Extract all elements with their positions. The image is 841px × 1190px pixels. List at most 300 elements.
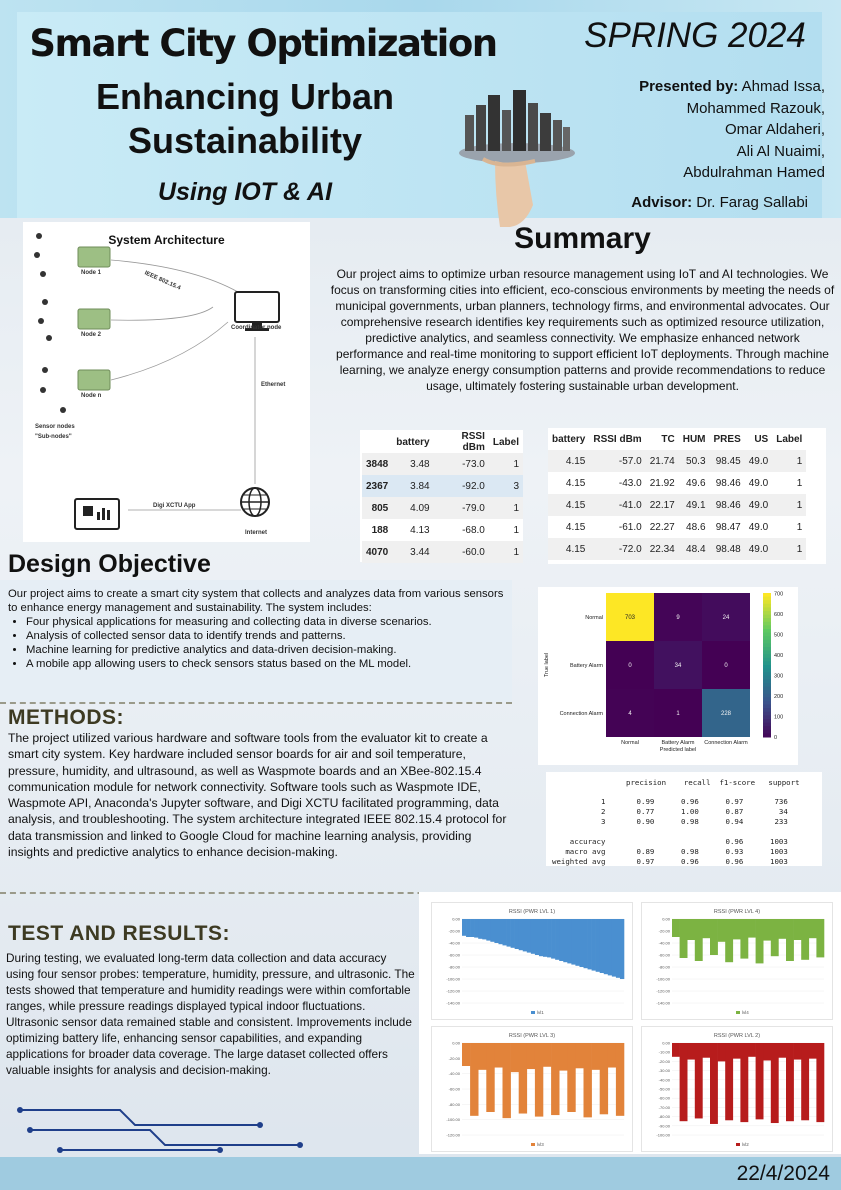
rssi-data-bar (687, 919, 695, 940)
table-cell: -92.0 (434, 475, 489, 497)
table-row (548, 472, 806, 494)
rssi-data-bar (527, 1043, 535, 1069)
colorbar-segment (763, 593, 771, 597)
table-cell: 3 (489, 475, 523, 497)
colorbar-segment (763, 715, 771, 719)
table-header: PRES (713, 433, 741, 445)
rssi-data-bar (794, 919, 802, 940)
table-cell: 3.84 (392, 475, 433, 497)
title-line-3: Using IOT & AI (157, 178, 333, 206)
colorbar-segment (763, 712, 771, 716)
rssi-data-bar (466, 919, 470, 937)
rssi-data-bar (801, 1043, 809, 1120)
report-row: 3 0.90 0.98 0.94 233 (552, 817, 788, 826)
rssi-data-bar (559, 919, 563, 961)
rssi-data-bar (535, 919, 539, 955)
colorbar-segment (763, 654, 771, 658)
advisor-label: Advisor: (631, 194, 693, 211)
table-header: RSSI dBm (461, 431, 485, 453)
table-cell: 805 (362, 497, 392, 519)
matrix-cell-value: 34 (674, 663, 682, 669)
y-tick-label: -40.00 (658, 940, 670, 946)
presented-by-label: Presented by: (639, 78, 739, 95)
table-cell: -61.0 (618, 521, 642, 533)
legend-label: lvl4 (742, 1010, 749, 1015)
table-cell: 1 (796, 521, 803, 533)
rssi-data-bar (494, 919, 498, 943)
table-cell: 1 (489, 453, 523, 475)
report-row: weighted avg 0.97 0.96 0.96 1003 (552, 857, 788, 866)
architecture-title: System Architecture (108, 233, 225, 247)
table-cell: -60.0 (434, 541, 489, 563)
rssi-chart-lvl2 (641, 1026, 833, 1152)
rssi-data-bar (551, 919, 555, 959)
y-tick-label: -20.00 (658, 1058, 670, 1064)
sample-table-b (548, 428, 826, 564)
colorbar-segment (763, 701, 771, 705)
colorbar-segment (763, 697, 771, 701)
legend-swatch (531, 1143, 535, 1146)
title-line-2: Enhancing Urban Sustainability (95, 76, 395, 161)
methods-title: METHODS: (8, 706, 124, 729)
rssi-data-bar (740, 919, 748, 959)
y-tick-label: Battery Alarm (569, 663, 603, 669)
table-cell: 49.1 (679, 494, 710, 516)
table-cell: -43.0 (618, 477, 642, 489)
y-tick-label: -10.00 (658, 1049, 670, 1055)
table-cell: 3.48 (392, 453, 433, 475)
rssi-data-bar (748, 1043, 756, 1057)
table-header (362, 431, 392, 453)
list-item: • Analysis of collected sensor data to identify trends and patterns. (26, 629, 508, 643)
chart-title: RSSI (PWR LVL 4) (713, 909, 761, 915)
table-cell: 1 (489, 497, 523, 519)
rssi-data-bar (543, 1043, 551, 1067)
table-cell: 22.17 (646, 494, 679, 516)
x-tick-label: Battery Alarm (661, 740, 695, 746)
table-header: HUM (682, 433, 706, 445)
table-cell: 1 (772, 450, 806, 472)
colorbar-segment (763, 726, 771, 730)
table-cell: 4.13 (410, 524, 430, 536)
list-item: • Four physical applications for measuring and collecting data in diverse scenarios. (26, 615, 508, 629)
y-tick-label: -120.00 (446, 988, 460, 994)
rssi-data-bar (672, 919, 680, 937)
table-cell: -79.0 (434, 497, 489, 519)
rssi-data-bar (801, 919, 809, 960)
colorbar-segment (763, 597, 771, 601)
rssi-data-bar (816, 1043, 824, 1122)
coordinator-label: Coordinator node (231, 325, 282, 331)
methods-text: The project utilized various hardware and software tools from the evaluator kit to create a smart city system. Key hardware included sensor boards for air and soil temperature, pressure, humidity, and ultrasound, as well as Waspmote boards and an XBee-802.15.4 communication module for network connectivity. Software tools such as Waspmote IDE, Waspmote API, Anaconda's Jupyter software, and Digi XCTU facilitated programming, data analysis, and troubleshooting. The system architecture integrated IEEE 802.15.4 protocol for data transmission and linked to Google Cloud for machine learning analysis, providing insights and predictive analytics to enhance decision-making. (8, 731, 507, 860)
y-tick-label: 0.00 (452, 916, 460, 922)
matrix-cell-value: 0 (724, 663, 728, 669)
rssi-data-bar (503, 919, 507, 945)
season-label: SPRING 2024 (584, 16, 806, 55)
presenter-name: Abdulrahman Hamed (683, 164, 825, 181)
rssi-data-bar (478, 1043, 486, 1070)
table-cell: 49.6 (686, 477, 706, 489)
table-cell: 2367 (362, 475, 392, 497)
confusion-matrix-chart (538, 587, 798, 765)
design-intro: Our project aims to create a smart city system that collects and analyzes data from various sensors to enhance energy management and sustainability. The system includes: (8, 588, 504, 614)
rssi-data-bar (786, 1043, 794, 1121)
x-axis-label: Predicted label (659, 747, 697, 753)
rssi-data-bar (551, 1043, 559, 1115)
table-cell: 188 (371, 524, 389, 536)
divider (0, 702, 512, 704)
y-tick-label: -40.00 (448, 940, 460, 946)
table-cell: 3848 (362, 453, 392, 475)
table-cell: 48.4 (679, 538, 710, 560)
table-header: RSSI dBm (593, 433, 642, 445)
colorbar-segment (763, 640, 771, 644)
y-tick-label: -80.00 (448, 964, 460, 970)
y-tick-label: -120.00 (446, 1132, 460, 1138)
rssi-data-bar (482, 919, 486, 939)
smart-city-hand-illustration (455, 65, 580, 230)
y-tick-label: -60.00 (448, 952, 460, 958)
legend-label: lvl2 (742, 1142, 749, 1147)
rssi-data-bar (563, 919, 567, 962)
rssi-lvl4-plot (642, 903, 832, 1019)
table-cell: 98.46 (715, 477, 741, 489)
colorbar-tick: 500 (774, 632, 784, 639)
table-row (362, 541, 523, 563)
rssi-data-bar (567, 919, 571, 963)
rssi-lvl2-plot (642, 1027, 832, 1151)
rssi-data-bar (519, 919, 523, 950)
legend-label: lvl3 (537, 1142, 544, 1147)
rssi-data-bar (608, 1043, 616, 1068)
table-cell: 48.6 (686, 521, 706, 533)
y-tick-label: -60.00 (448, 1086, 460, 1092)
colorbar-segment (763, 625, 771, 629)
table-cell: -41.0 (589, 494, 645, 516)
table-cell: 1 (772, 538, 806, 560)
table-cell: 49.0 (745, 538, 772, 560)
table-header: battery (552, 433, 586, 445)
chart-title: RSSI (PWR LVL 3) (508, 1033, 556, 1039)
colorbar-segment (763, 636, 771, 640)
rssi-data-bar (592, 919, 596, 971)
table-row (548, 516, 806, 538)
rssi-data-bar (584, 919, 588, 968)
table-cell: 4.15 (565, 521, 586, 533)
table-cell: 22.34 (646, 538, 679, 560)
table-row (548, 538, 806, 560)
classification-report (546, 772, 822, 866)
matrix-cell-value: 703 (624, 615, 636, 621)
rssi-data-bar (511, 1043, 519, 1072)
rssi-data-bar (575, 1043, 583, 1068)
y-tick-label: Normal (585, 615, 603, 621)
rssi-data-bar (503, 1043, 511, 1118)
table-cell: 4070 (362, 541, 392, 563)
rssi-data-bar (756, 919, 764, 963)
y-tick-label: 0.00 (452, 1040, 460, 1046)
colorbar-segment (763, 615, 771, 619)
rssi-data-bar (547, 919, 551, 957)
rssi-data-bar (695, 919, 703, 961)
y-tick-label: -40.00 (658, 1077, 670, 1083)
table-cell: -72.0 (589, 538, 645, 560)
colorbar-segment (763, 651, 771, 655)
presenter-name: Mohammed Razouk, (686, 99, 825, 117)
rssi-data-bar (725, 1043, 733, 1120)
chart-title: RSSI (PWR LVL 2) (713, 1033, 761, 1039)
rssi-data-bar (515, 919, 519, 949)
rssi-data-bar (702, 1043, 710, 1058)
y-tick-label: -100.00 (446, 1117, 460, 1123)
table-cell: 98.47 (715, 521, 741, 533)
rssi-data-bar (486, 919, 490, 941)
table-cell: 4.09 (392, 497, 433, 519)
rssi-data-bar (567, 1043, 575, 1112)
colorbar-segment (763, 661, 771, 665)
colorbar-segment (763, 604, 771, 608)
rssi-data-bar (672, 1043, 680, 1057)
rssi-data-bar (596, 919, 600, 972)
rssi-data-bar (600, 1043, 608, 1114)
design-title: Design Objective (8, 550, 211, 578)
table-row (362, 453, 523, 475)
rssi-chart-lvl1 (431, 902, 633, 1020)
y-tick-label: 0.00 (662, 916, 670, 922)
y-tick-label: 0.00 (662, 1040, 670, 1046)
rssi-data-bar (486, 1043, 494, 1112)
y-tick-label: -30.00 (658, 1068, 670, 1074)
rssi-data-bar (527, 919, 531, 953)
rssi-data-bar (600, 919, 604, 973)
table-row (362, 475, 523, 497)
colorbar-tick: 200 (774, 694, 784, 701)
matrix-cell-value: 9 (676, 615, 680, 621)
sub-nodes-label: "Sub-nodes" (35, 434, 72, 440)
table-cell: -68.0 (462, 524, 485, 536)
y-tick-label: -90.00 (658, 1123, 670, 1129)
rssi-data-bar (748, 919, 756, 938)
rssi-data-bar (571, 919, 575, 965)
colorbar-segment (763, 618, 771, 622)
rssi-data-bar (535, 1043, 543, 1117)
sample-table-a (360, 430, 523, 562)
table-row (362, 497, 523, 519)
rssi-data-bar (763, 1043, 771, 1060)
y-tick-label: -50.00 (658, 1086, 670, 1092)
rssi-data-bar (771, 919, 779, 956)
matrix-cell-value: 1 (676, 711, 680, 717)
legend-swatch (736, 1143, 740, 1146)
rssi-data-bar (511, 919, 515, 948)
table-cell: 49.0 (745, 450, 772, 472)
legend-label: lvl1 (537, 1010, 544, 1015)
presenter-name: Ahmad Issa, (741, 78, 825, 95)
colorbar-segment (763, 600, 771, 604)
rssi-data-bar (523, 919, 527, 951)
table-header: US (754, 433, 769, 445)
rssi-data-bar (555, 919, 559, 960)
colorbar-segment (763, 622, 771, 626)
colorbar-segment (763, 719, 771, 723)
matrix-cell-value: 4 (628, 711, 632, 717)
rssi-data-bar (733, 1043, 741, 1059)
node-n-label: Node n (81, 393, 102, 399)
y-tick-label: Connection Alarm (559, 711, 603, 717)
table-cell: 4.15 (548, 450, 589, 472)
legend-swatch (736, 1011, 740, 1014)
table-cell: 21.74 (646, 450, 679, 472)
sensor-nodes-label: Sensor nodes (35, 424, 75, 430)
report-row: 2 0.77 1.00 0.87 34 (552, 807, 788, 816)
colorbar-segment (763, 733, 771, 737)
y-tick-label: -100.00 (656, 976, 670, 982)
report-row: 1 0.99 0.96 0.97 736 (552, 797, 788, 806)
table-cell: 98.45 (710, 450, 745, 472)
rssi-chart-lvl4 (641, 902, 833, 1020)
rssi-data-bar (584, 1043, 592, 1117)
colorbar-segment (763, 679, 771, 683)
table-cell: 1 (489, 541, 523, 563)
list-item: • Machine learning for predictive analytics and data-driven decision-making. (26, 643, 508, 657)
colorbar-segment (763, 690, 771, 694)
rssi-data-bar (733, 919, 741, 939)
rssi-lvl1-plot (432, 903, 632, 1019)
rssi-data-bar (490, 919, 494, 942)
protocol-label: IEEE 802.15.4 (143, 270, 182, 292)
colorbar-segment (763, 629, 771, 633)
rssi-data-bar (680, 919, 688, 958)
colorbar-segment (763, 687, 771, 691)
y-axis-label: True label (544, 652, 550, 678)
rssi-chart-lvl3 (431, 1026, 633, 1152)
presenter-name: Ali Al Nuaimi, (736, 142, 825, 160)
table-header: Label (776, 433, 803, 445)
rssi-data-bar (604, 919, 608, 974)
rssi-data-bar (710, 919, 718, 955)
colorbar-segment (763, 607, 771, 611)
colorbar-segment (763, 676, 771, 680)
table-cell: 50.3 (679, 450, 710, 472)
rssi-data-bar (702, 919, 710, 938)
table-cell: 4.15 (548, 538, 589, 560)
colorbar-tick: 600 (774, 612, 784, 619)
advisor-name: Dr. Farag Sallabi (696, 194, 808, 211)
matrix-cell-value: 0 (628, 663, 632, 669)
tests-text: During testing, we evaluated long-term data collection and data accuracy using four sensor probes: temperature, humidity, pressure, and ultrasonic. The tests showed that temperature and humidity readings were within comfortable ranges, while pressure readings displayed typical indoor fluctuations. Ultrasonic sensor data remained stable and consistent. Improvements include optimizing battery life, enhancing sensor capabilities, and expanding applications for broader data coverage. The large dataset collected offers valuable insights for analysis and decision-making. (6, 951, 415, 1077)
colorbar-segment (763, 669, 771, 673)
y-tick-label: -100.00 (446, 976, 460, 982)
table-cell: 98.46 (710, 494, 745, 516)
table-cell: -57.0 (589, 450, 645, 472)
colorbar-segment (763, 723, 771, 727)
internet-label: Internet (245, 530, 268, 536)
colorbar-tick: 400 (774, 653, 784, 660)
y-tick-label: -80.00 (448, 1101, 460, 1107)
rssi-data-bar (718, 1043, 726, 1061)
x-tick-label: Connection Alarm (704, 740, 748, 746)
colorbar-segment (763, 683, 771, 687)
table-row (362, 519, 523, 541)
rssi-lvl3-plot (432, 1027, 632, 1151)
y-tick-label: -20.00 (448, 1055, 460, 1061)
colorbar-tick: 700 (774, 591, 784, 598)
legend-swatch (531, 1011, 535, 1014)
confusion-matrix-svg (538, 587, 798, 765)
report-row: accuracy 0.96 1003 (552, 837, 788, 846)
poster-date: 22/4/2024 (736, 1162, 830, 1185)
colorbar-segment (763, 658, 771, 662)
report-row: macro avg 0.89 0.98 0.93 1003 (552, 847, 788, 856)
colorbar-tick: 100 (774, 714, 784, 721)
title-line-1: Smart City Optimization (29, 22, 497, 65)
rssi-data-bar (494, 1043, 502, 1068)
rssi-data-bar (687, 1043, 695, 1060)
colorbar-segment (763, 708, 771, 712)
table-cell: -73.0 (434, 453, 489, 475)
table-cell: 22.27 (649, 521, 675, 533)
colorbar-segment (763, 611, 771, 615)
node-2-label: Node 2 (81, 332, 102, 338)
colorbar-segment (763, 665, 771, 669)
system-architecture-diagram (23, 222, 310, 542)
colorbar-segment (763, 694, 771, 698)
table-cell: 1 (772, 494, 806, 516)
table-cell: 98.48 (710, 538, 745, 560)
rssi-data-bar (725, 919, 733, 962)
y-tick-label: -60.00 (658, 1095, 670, 1101)
rssi-data-bar (588, 919, 592, 969)
ethernet-label: Ethernet (261, 382, 286, 388)
table-row (548, 450, 806, 472)
table-header: Label (492, 436, 519, 448)
colorbar-tick: 0 (774, 735, 778, 741)
rssi-data-bar (620, 919, 624, 979)
rssi-data-bar (543, 919, 547, 957)
summary-title: Summary (514, 222, 651, 255)
table-cell: 1 (796, 477, 803, 489)
y-tick-label: -60.00 (658, 952, 670, 958)
y-tick-label: -80.00 (658, 1114, 670, 1120)
rssi-data-bar (531, 919, 535, 954)
rssi-data-bar (778, 919, 786, 939)
rssi-data-bar (616, 1043, 624, 1116)
rssi-data-bar (809, 919, 817, 938)
y-tick-label: -70.00 (658, 1104, 670, 1110)
y-tick-label: -40.00 (448, 1071, 460, 1077)
table-cell: 3.44 (392, 541, 433, 563)
colorbar-segment (763, 672, 771, 676)
rssi-data-bar (478, 919, 482, 939)
rssi-data-bar (579, 919, 583, 967)
presenter-name: Omar Aldaheri, (724, 121, 825, 138)
rssi-data-bar (592, 1043, 600, 1070)
presenters-block (590, 76, 825, 184)
y-tick-label: -120.00 (656, 988, 670, 994)
xctu-app-label: Digi XCTU App (153, 503, 196, 509)
table-cell: 1 (513, 524, 519, 536)
rssi-data-bar (519, 1043, 527, 1114)
rssi-data-bar (695, 1043, 703, 1118)
table-header: battery (396, 436, 430, 448)
rssi-data-bar (539, 919, 543, 956)
rssi-data-bar (498, 919, 502, 944)
table-cell: 49.0 (748, 521, 769, 533)
advisor-block (590, 194, 808, 211)
colorbar-segment (763, 647, 771, 651)
rssi-data-bar (575, 919, 579, 966)
rssi-data-bar (608, 919, 612, 975)
